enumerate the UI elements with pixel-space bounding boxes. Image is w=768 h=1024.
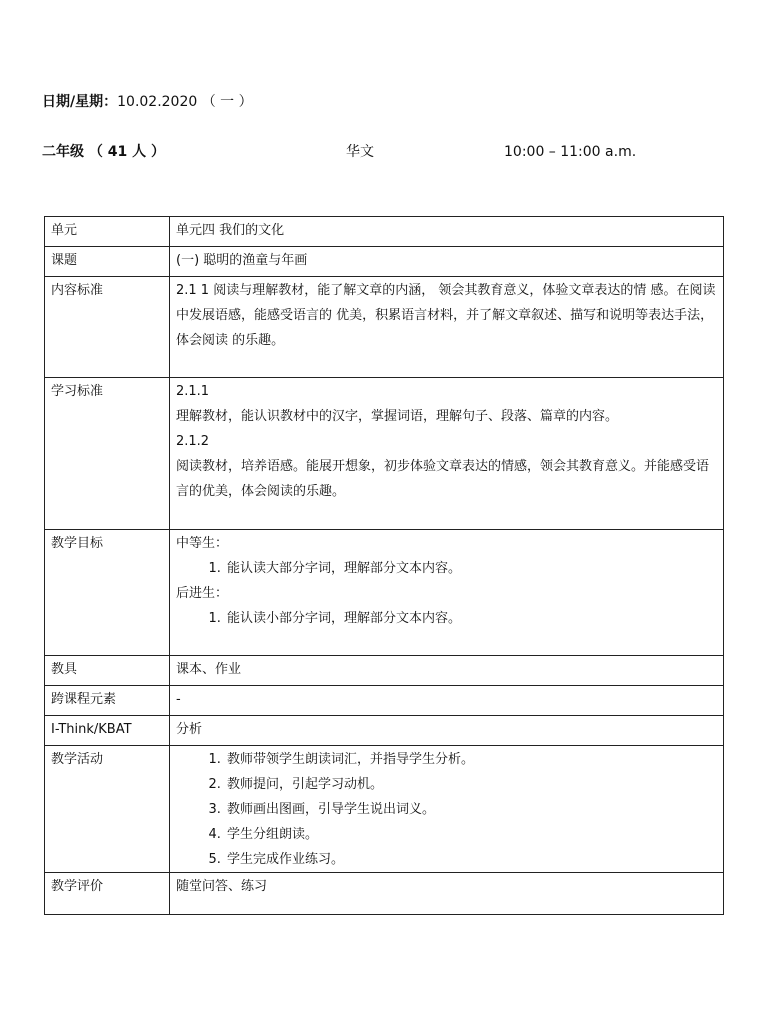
topic-value: (一) 聪明的渔童与年画 [170, 247, 724, 277]
list-item: 5. 学生完成作业练习。 [225, 847, 717, 872]
activities-list [176, 747, 717, 872]
table-row-unit [45, 217, 724, 247]
materials-value: 课本、作业 [170, 656, 724, 686]
date-label: 日期/星期： [42, 94, 118, 110]
row-label: 教学评价 [45, 873, 170, 915]
table-row-content-standard [45, 277, 724, 378]
date-value: 10.02.2020 （ 一 ） [117, 94, 253, 110]
table-row-learning-standard [45, 378, 724, 530]
table-row-cross-curricular [45, 686, 724, 716]
cross-curricular-value: - [170, 686, 724, 716]
time-label: 10:00 – 11:00 a.m. [504, 144, 637, 160]
standard-code: 2.1.2 [176, 434, 210, 449]
table-row-ithink [45, 716, 724, 746]
content-standard-value: 2.1 1 阅读与理解教材，能了解文章的内涵， 领会其教育意义，体验文章表达的情 感。在阅读中发展语感，能感受语言的 优美，积累语言材料，并了解文章叙述、描写和说明等表达手法，体会阅读 的乐趣。 [170, 277, 724, 378]
list-item: 3. 教师画出图画，引导学生说出词义。 [225, 797, 717, 822]
row-label: 教具 [45, 656, 170, 686]
list-item: 1. 能认读小部分字词，理解部分文本内容。 [225, 606, 717, 631]
row-label: 教学目标 [45, 530, 170, 656]
standard-text: 理解教材，能认识教材中的汉字，掌握词语，理解句子、段落、篇章的内容。 [176, 409, 619, 424]
unit-value: 单元四 我们的文化 [170, 217, 724, 247]
table-row-objectives [45, 530, 724, 656]
table-row-assessment [45, 873, 724, 915]
list-item: 2. 教师提问，引起学习动机。 [225, 772, 717, 797]
grade-label: 二年级 （ 41 人 ） [42, 144, 165, 160]
ithink-value: 分析 [170, 716, 724, 746]
learning-standard-cell [170, 378, 724, 530]
row-label: 内容标准 [45, 277, 170, 378]
list-item: 1. 能认读大部分字词，理解部分文本内容。 [225, 556, 717, 581]
objective-list [176, 606, 717, 631]
row-label: 教学活动 [45, 746, 170, 873]
date-line [42, 93, 253, 111]
assessment-value: 随堂问答、练习 [170, 873, 724, 915]
row-label: 单元 [45, 217, 170, 247]
row-label: 课题 [45, 247, 170, 277]
row-label: 学习标准 [45, 378, 170, 530]
standard-text: 阅读教材，培养语感。能展开想象，初步体验文章表达的情感，领会其教育意义。并能感受语言的优美，体会阅读的乐趣。 [176, 459, 710, 499]
list-item: 4. 学生分组朗读。 [225, 822, 717, 847]
table-row-materials [45, 656, 724, 686]
standard-code: 2.1.1 [176, 384, 210, 399]
row-label: 跨课程元素 [45, 686, 170, 716]
activities-cell [170, 746, 724, 873]
table-row-activities [45, 746, 724, 873]
subject-label: 华文 [346, 144, 374, 160]
row-label: I-Think/KBAT [45, 716, 170, 746]
objective-group-title: 中等生： [176, 536, 229, 551]
lesson-plan-table [44, 216, 724, 915]
list-item: 1. 教师带领学生朗读词汇，并指导学生分析。 [225, 747, 717, 772]
objective-list [176, 556, 717, 581]
objective-group-title: 后进生： [176, 586, 229, 601]
table-row-topic [45, 247, 724, 277]
objectives-cell [170, 530, 724, 656]
